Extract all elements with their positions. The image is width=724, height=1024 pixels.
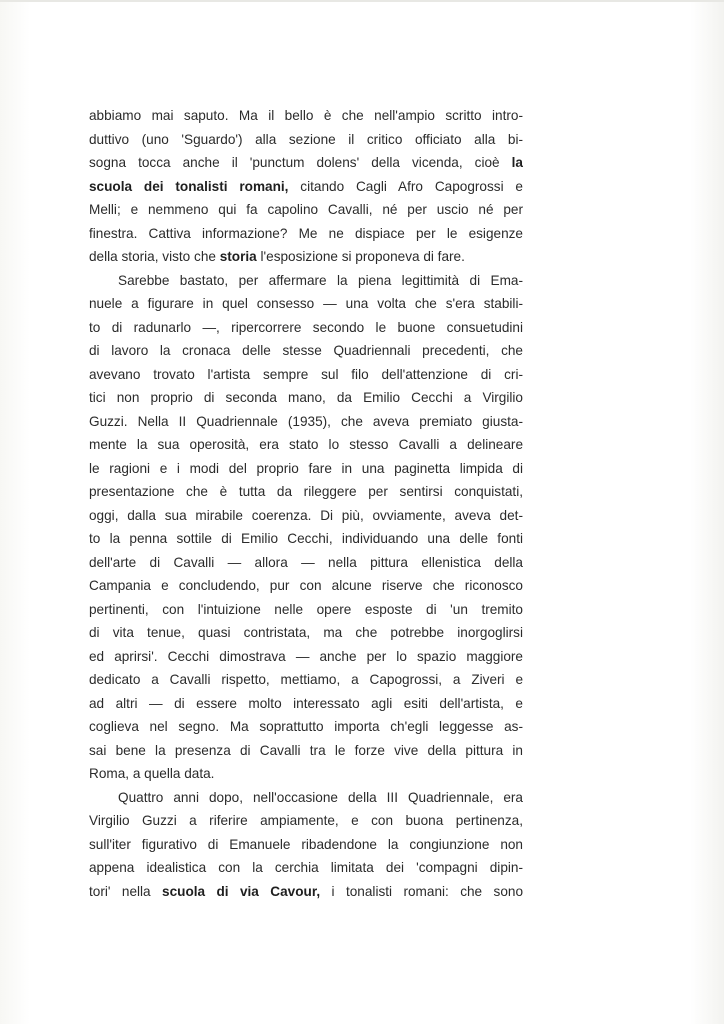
text-line [89,269,523,293]
text-line [89,410,523,434]
text-segment: citando Cagli Afro Capogrossi e [288,178,523,194]
text-segment: Quattro anni dopo, nell'occasione della III Quadriennale, era [118,789,523,805]
text-line [89,222,523,246]
text-line [89,128,523,152]
text-line [89,457,523,481]
text-line [89,551,523,575]
text-segment: duttivo (uno 'Sguardo') alla sezione il critico officiato alla bi- [89,131,523,147]
text-line [89,292,523,316]
bold-text: storia [219,249,257,264]
text-segment: di lavoro la cronaca delle stesse Quadriennali precedenti, che [89,343,523,358]
text-line [89,433,523,457]
text-line [89,198,523,222]
text-line [89,104,523,128]
text-segment: di vita tenue, quasi contristata, ma che potrebbe inorgoglirsi [89,625,523,640]
text-segment: ad altri — di essere molto interessato agli esiti dell'artista, e [89,695,523,711]
text-segment: finestra. Cattiva informazione? Me ne dispiace per le esigenze [89,225,523,241]
text-segment: mente la sua operosità, era stato lo stesso Cavalli a delineare [89,437,523,452]
text-segment: Campania e concludendo, pur con alcune riserve che riconosco [89,578,523,593]
text-line [89,809,523,833]
text-segment: Roma, a quella data. [89,766,215,781]
text-line [89,574,523,598]
text-line [89,316,523,340]
text-segment: l'esposizione si proponeva di fare. [256,249,465,264]
text-segment: Sarebbe bastato, per affermare la piena legittimità di Ema- [118,272,523,288]
text-line [89,833,523,857]
text-line [89,480,523,504]
text-line [89,504,523,528]
bold-text: scuola di via Cavour, [162,883,321,899]
text-segment: coglieva nel segno. Ma soprattutto importa ch'egli leggesse as- [89,719,523,734]
text-line [89,668,523,692]
text-line [89,856,523,880]
text-line [89,151,523,175]
text-segment: Guzzi. Nella II Quadriennale (1935), che aveva premiato giusta- [89,413,523,429]
text-line [89,621,523,645]
text-segment: dedicato a Cavalli rispetto, mettiamo, a Capogrossi, a Ziveri e [89,672,523,687]
text-line [89,762,523,786]
text-line [89,339,523,363]
text-segment: to di radunarlo —, ripercorrere secondo le buone consuetudini [89,319,523,335]
text-line [89,245,523,269]
text-segment: sai bene la presenza di Cavalli tra le forze vive della pittura in [89,742,523,758]
text-line [89,739,523,763]
text-segment: Virgilio Guzzi a riferire ampiamente, e con buona pertinenza, [89,813,523,828]
text-line [89,386,523,410]
text-segment: presentazione che è tutta da rileggere per sentirsi conquistati, [89,484,523,499]
text-segment: sull'iter figurativo di Emanuele ribadendone la congiunzione non [89,836,523,852]
text-line [89,363,523,387]
text-segment: appena idealistica con la cerchia limitata dei 'compagni dipin- [89,860,523,875]
text-line [89,645,523,669]
text-segment: to la penna sottile di Emilio Cecchi, individuando una delle fonti [89,531,523,546]
text-line [89,786,523,810]
text-line [89,527,523,551]
text-segment: pertinenti, con l'intuizione nelle opere esposte di 'un tremito [89,601,523,617]
text-segment: le ragioni e i modi del proprio fare in una paginetta limpida di [89,460,523,476]
text-segment: oggi, dalla sua mirabile coerenza. Di più, ovviamente, aveva det- [89,507,523,523]
text-line [89,598,523,622]
text-line [89,175,523,199]
text-segment: abbiamo mai saputo. Ma il bello è che nell'ampio scritto intro- [89,108,523,123]
text-segment: tici non proprio di seconda mano, da Emilio Cecchi a Virgilio [89,390,523,405]
text-segment: Melli; e nemmeno qui fa capolino Cavalli, né per uscio né per [89,202,523,217]
text-line [89,692,523,716]
text-segment: della storia, visto che [89,249,220,264]
text-segment: i tonalisti romani: che sono [320,883,523,899]
text-segment: nuele a figurare in quel consesso — una volta che s'era stabili- [89,296,523,311]
text-segment: sogna tocca anche il 'punctum dolens' della vicenda, cioè [89,155,512,170]
text-segment: avevano trovato l'artista sempre sul filo dell'attenzione di cri- [89,366,523,382]
text-segment: ed aprirsi'. Cecchi dimostrava — anche per lo spazio maggiore [89,648,523,664]
bold-text: scuola dei tonalisti romani, [89,178,289,194]
page-top-edge [0,0,724,2]
bold-text: la [511,155,523,170]
text-line [89,880,523,904]
text-line [89,715,523,739]
body-text [89,104,523,903]
text-segment: tori' nella [89,883,163,899]
text-segment: dell'arte di Cavalli — allora — nella pittura ellenistica della [89,554,523,570]
